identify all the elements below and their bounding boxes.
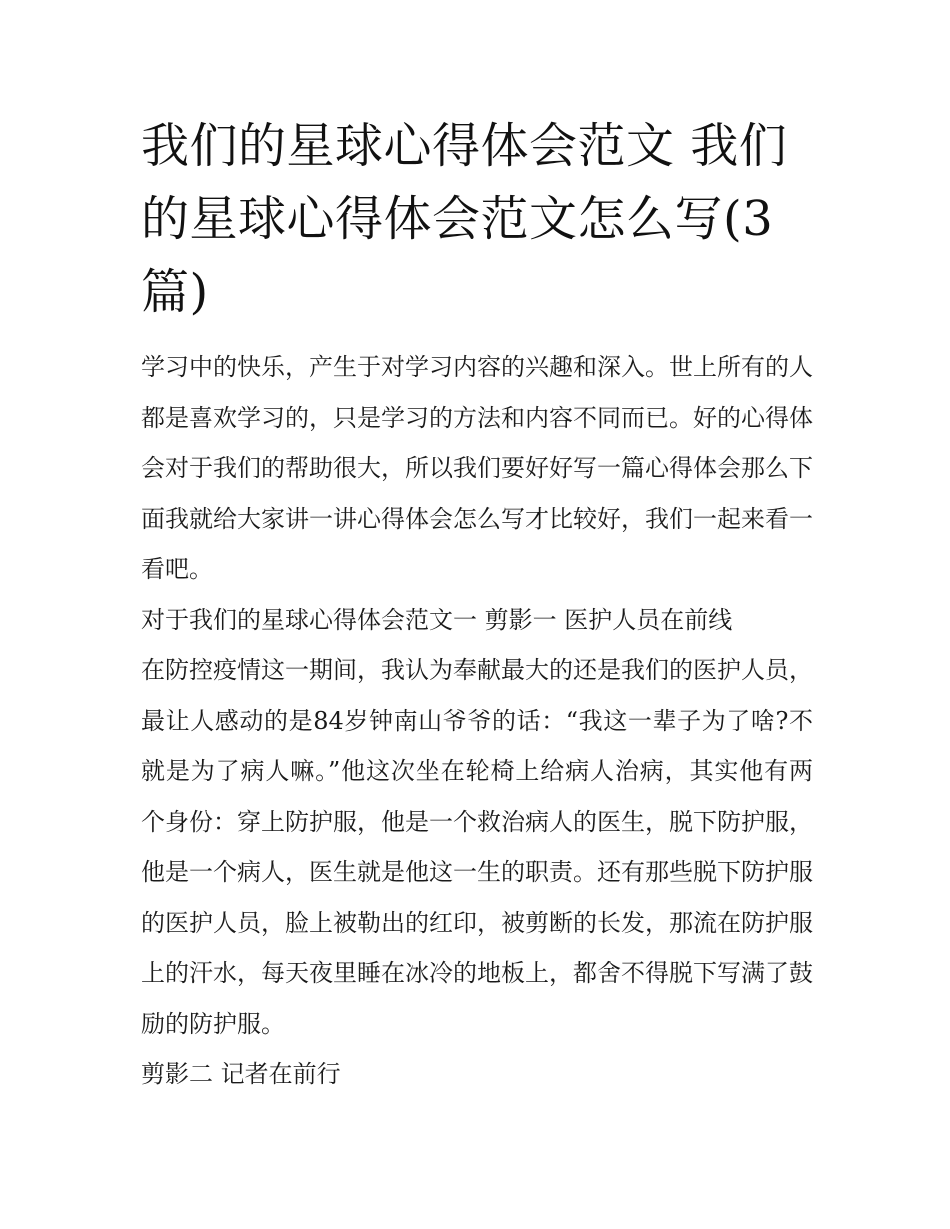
document-body	[141, 342, 813, 1100]
section-heading: 对于我们的星球心得体会范文一 剪影一 医护人员在前线	[141, 605, 733, 634]
intro-paragraph: 学习中的快乐，产生于对学习内容的兴趣和深入。世上所有的人都是喜欢学习的，只是学习的方法和内容不同而已。好的心得体会对于我们的帮助很大，所以我们要好好写一篇心得体会那么下面我就给大家讲一讲心得体会怎么写才比较好，我们一起来看一看吧。	[141, 353, 813, 583]
body-paragraph: 在防控疫情这一期间，我认为奉献最大的还是我们的医护人员，最让人感动的是84岁钟南山爷爷的话：“我这一辈子为了啥?不就是为了病人嘛。”他这次坐在轮椅上给病人治病，其实他有两个身份：穿上防护服，他是一个救治病人的医生，脱下防护服，他是一个病人，医生就是他这一生的职责。还有那些脱下防护服的医护人员，脸上被勒出的红印，被剪断的长发，那流在防护服上的汗水，每天夜里睡在冰冷的地板上，都舍不得脱下写满了鼓励的防护服。	[141, 656, 813, 1038]
subsection-heading: 剪影二 记者在前行	[141, 1060, 341, 1088]
document-page	[141, 110, 813, 1100]
document-title: 我们的星球心得体会范文 我们的星球心得体会范文怎么写(3篇)	[141, 118, 788, 320]
